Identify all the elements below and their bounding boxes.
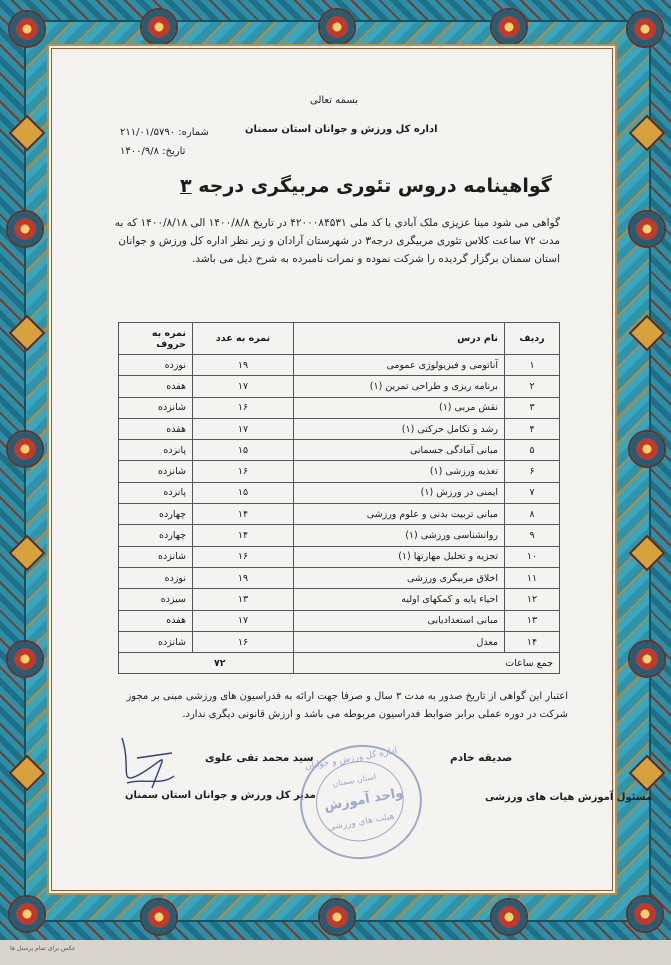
grade-words: شانزده — [119, 461, 193, 482]
grade-level: ۳ — [180, 175, 192, 197]
border-ornament-icon — [628, 430, 666, 468]
table-header-row — [119, 323, 560, 355]
table-row — [119, 504, 560, 525]
grade-words: چهارده — [119, 525, 193, 546]
grade-number: ۱۶ — [193, 546, 294, 567]
border-ornament-icon — [490, 898, 528, 936]
total-row — [119, 653, 560, 674]
corner-ornament-icon — [8, 10, 46, 48]
course-name: برنامه ریزی و طراحی تمرین (۱) — [294, 376, 505, 397]
table-row — [119, 546, 560, 567]
course-name: رشد و تکامل حرکتی (۱) — [294, 418, 505, 439]
corner-ornament-icon — [626, 895, 664, 933]
row-index: ۸ — [505, 504, 560, 525]
signature-scribble-icon — [112, 728, 182, 798]
row-index: ۱۳ — [505, 610, 560, 631]
grade-words: سیزده — [119, 589, 193, 610]
grade-words: شانزده — [119, 631, 193, 652]
footer-note: عکس برای تمام پرسنل ها — [10, 945, 76, 952]
border-ornament-icon — [490, 8, 528, 46]
table-row — [119, 589, 560, 610]
col-header-name: نام درس — [294, 323, 505, 355]
validity-note: اعتبار این گواهی از تاریخ صدور به مدت ۳ سال و صرفا جهت ارائه به فدراسیون های ورزشی مبنی بر مجوز شرکت در دوره عملی برابر ضوابط فدراسیون مربوطه می باشد و ارزش قانونی دیگری ندارد. — [126, 691, 568, 720]
signer-right-name: صدیقه خادم — [450, 752, 513, 764]
course-name: تجزیه و تحلیل مهارتها (۱) — [294, 546, 505, 567]
row-index: ۱۲ — [505, 589, 560, 610]
border-ornament-icon — [628, 640, 666, 678]
course-name: ایمنی در ورزش (۱) — [294, 482, 505, 503]
grade-number: ۱۹ — [193, 567, 294, 588]
border-ornament-icon — [6, 210, 44, 248]
course-name: نقش مربی (۱) — [294, 397, 505, 418]
table-row — [119, 440, 560, 461]
course-name: مبانی تربیت بدنی و علوم ورزشی — [294, 504, 505, 525]
seal-line-1: اداره کل ورزش و جوانان — [304, 746, 399, 773]
grade-number: ۱۵ — [193, 440, 294, 461]
grade-words: هفده — [119, 376, 193, 397]
table-row — [119, 397, 560, 418]
border-ornament-icon — [318, 898, 356, 936]
row-index: ۹ — [505, 525, 560, 546]
table-row — [119, 376, 560, 397]
grade-number: ۱۶ — [193, 397, 294, 418]
row-index: ۴ — [505, 418, 560, 439]
letter-number: شماره: ۲۱۱/۰۱/۵۷۹۰ — [120, 127, 209, 138]
table-row — [119, 482, 560, 503]
border-ornament-icon — [628, 210, 666, 248]
total-label: جمع ساعات — [294, 653, 560, 674]
row-index: ۱۴ — [505, 631, 560, 652]
border-ornament-icon — [318, 8, 356, 46]
table-row — [119, 418, 560, 439]
grade-number: ۱۷ — [193, 610, 294, 631]
grade-words: هفده — [119, 610, 193, 631]
border-ornament-icon — [140, 898, 178, 936]
table-row — [119, 355, 560, 376]
grade-words: شانزده — [119, 546, 193, 567]
organization-name: اداره کل ورزش و جوانان استان سمنان — [245, 124, 438, 135]
grades-table — [118, 322, 560, 674]
course-name: آناتومی و فیزیولوژی عمومی — [294, 355, 505, 376]
seal-line-2: استان سمنان — [331, 772, 377, 789]
grade-number: ۱۶ — [193, 631, 294, 652]
grade-number: ۱۷ — [193, 418, 294, 439]
corner-ornament-icon — [8, 895, 46, 933]
course-name: روانشناسی ورزشی (۱) — [294, 525, 505, 546]
grade-words: پانزده — [119, 440, 193, 461]
grade-words: چهارده — [119, 504, 193, 525]
course-name: اخلاق مربیگری ورزشی — [294, 567, 505, 588]
certificate-body: گواهی می شود مینا عزیزی ملک آبادی با کد ملی ۴۲۰۰۰۸۴۵۳۱ در تاریخ ۱۴۰۰/۸/۸ الی ۱۴۰۰/۸/۱۸ که به مدت ۷۲ ساعت کلاس تئوری مربیگری درجه۳ در شهرستان آرادان و زیر نظر اداره کل ورزش و جوانان استان سمنان برگزار گردیده را شرکت نموده و نمرات نامبرده به شرح ذیل می باشد. — [114, 217, 560, 265]
signer-left-name: سید محمد تقی علوی — [205, 752, 314, 764]
grade-number: ۱۴ — [193, 525, 294, 546]
bismillah: بسمه تعالی — [310, 95, 359, 106]
grade-words: شانزده — [119, 397, 193, 418]
row-index: ۵ — [505, 440, 560, 461]
seal-line-3: واحد آموزش — [322, 785, 405, 815]
course-name: مبانی آمادگی جسمانی — [294, 440, 505, 461]
row-index: ۱۱ — [505, 567, 560, 588]
course-name: احیاء پایه و کمکهای اولیه — [294, 589, 505, 610]
table-row — [119, 610, 560, 631]
table-row — [119, 461, 560, 482]
row-index: ۶ — [505, 461, 560, 482]
table-row — [119, 567, 560, 588]
signer-right-title: مسئول آموزش هیات های ورزشی — [485, 792, 653, 803]
grade-number: ۱۵ — [193, 482, 294, 503]
corner-ornament-icon — [626, 10, 664, 48]
col-header-word: نمره به حروف — [119, 323, 193, 355]
table-row — [119, 631, 560, 652]
seal-line-4: هیئت های ورزشی — [327, 811, 396, 834]
grade-words: نوزده — [119, 355, 193, 376]
course-name: مبانی استعدادیابی — [294, 610, 505, 631]
page-title: گواهینامه دروس تئوری مربیگری درجه ۳ — [180, 175, 552, 197]
row-index: ۱ — [505, 355, 560, 376]
signer-left-title: مدیر کل ورزش و جوانان استان سمنان — [125, 790, 316, 801]
total-value: ۷۲ — [119, 653, 294, 674]
grade-number: ۱۶ — [193, 461, 294, 482]
letter-date: تاریخ: ۱۴۰۰/۹/۸ — [120, 146, 186, 157]
grade-words: نوزده — [119, 567, 193, 588]
grade-number: ۱۴ — [193, 504, 294, 525]
row-index: ۷ — [505, 482, 560, 503]
letter-date-value: ۱۴۰۰/۹/۸ — [120, 146, 159, 157]
table-row — [119, 525, 560, 546]
row-index: ۳ — [505, 397, 560, 418]
course-name: تغذیه ورزشی (۱) — [294, 461, 505, 482]
letter-number-value: ۲۱۱/۰۱/۵۷۹۰ — [120, 127, 176, 138]
border-ornament-icon — [6, 430, 44, 468]
row-index: ۲ — [505, 376, 560, 397]
grade-words: هفده — [119, 418, 193, 439]
border-ornament-icon — [6, 640, 44, 678]
grades-table-body — [119, 355, 560, 653]
grade-words: پانزده — [119, 482, 193, 503]
grade-number: ۱۳ — [193, 589, 294, 610]
course-name: معدل — [294, 631, 505, 652]
col-header-row: ردیف — [505, 323, 560, 355]
grade-number: ۱۷ — [193, 376, 294, 397]
col-header-num: نمره به عدد — [193, 323, 294, 355]
border-ornament-icon — [140, 8, 178, 46]
grade-number: ۱۹ — [193, 355, 294, 376]
row-index: ۱۰ — [505, 546, 560, 567]
